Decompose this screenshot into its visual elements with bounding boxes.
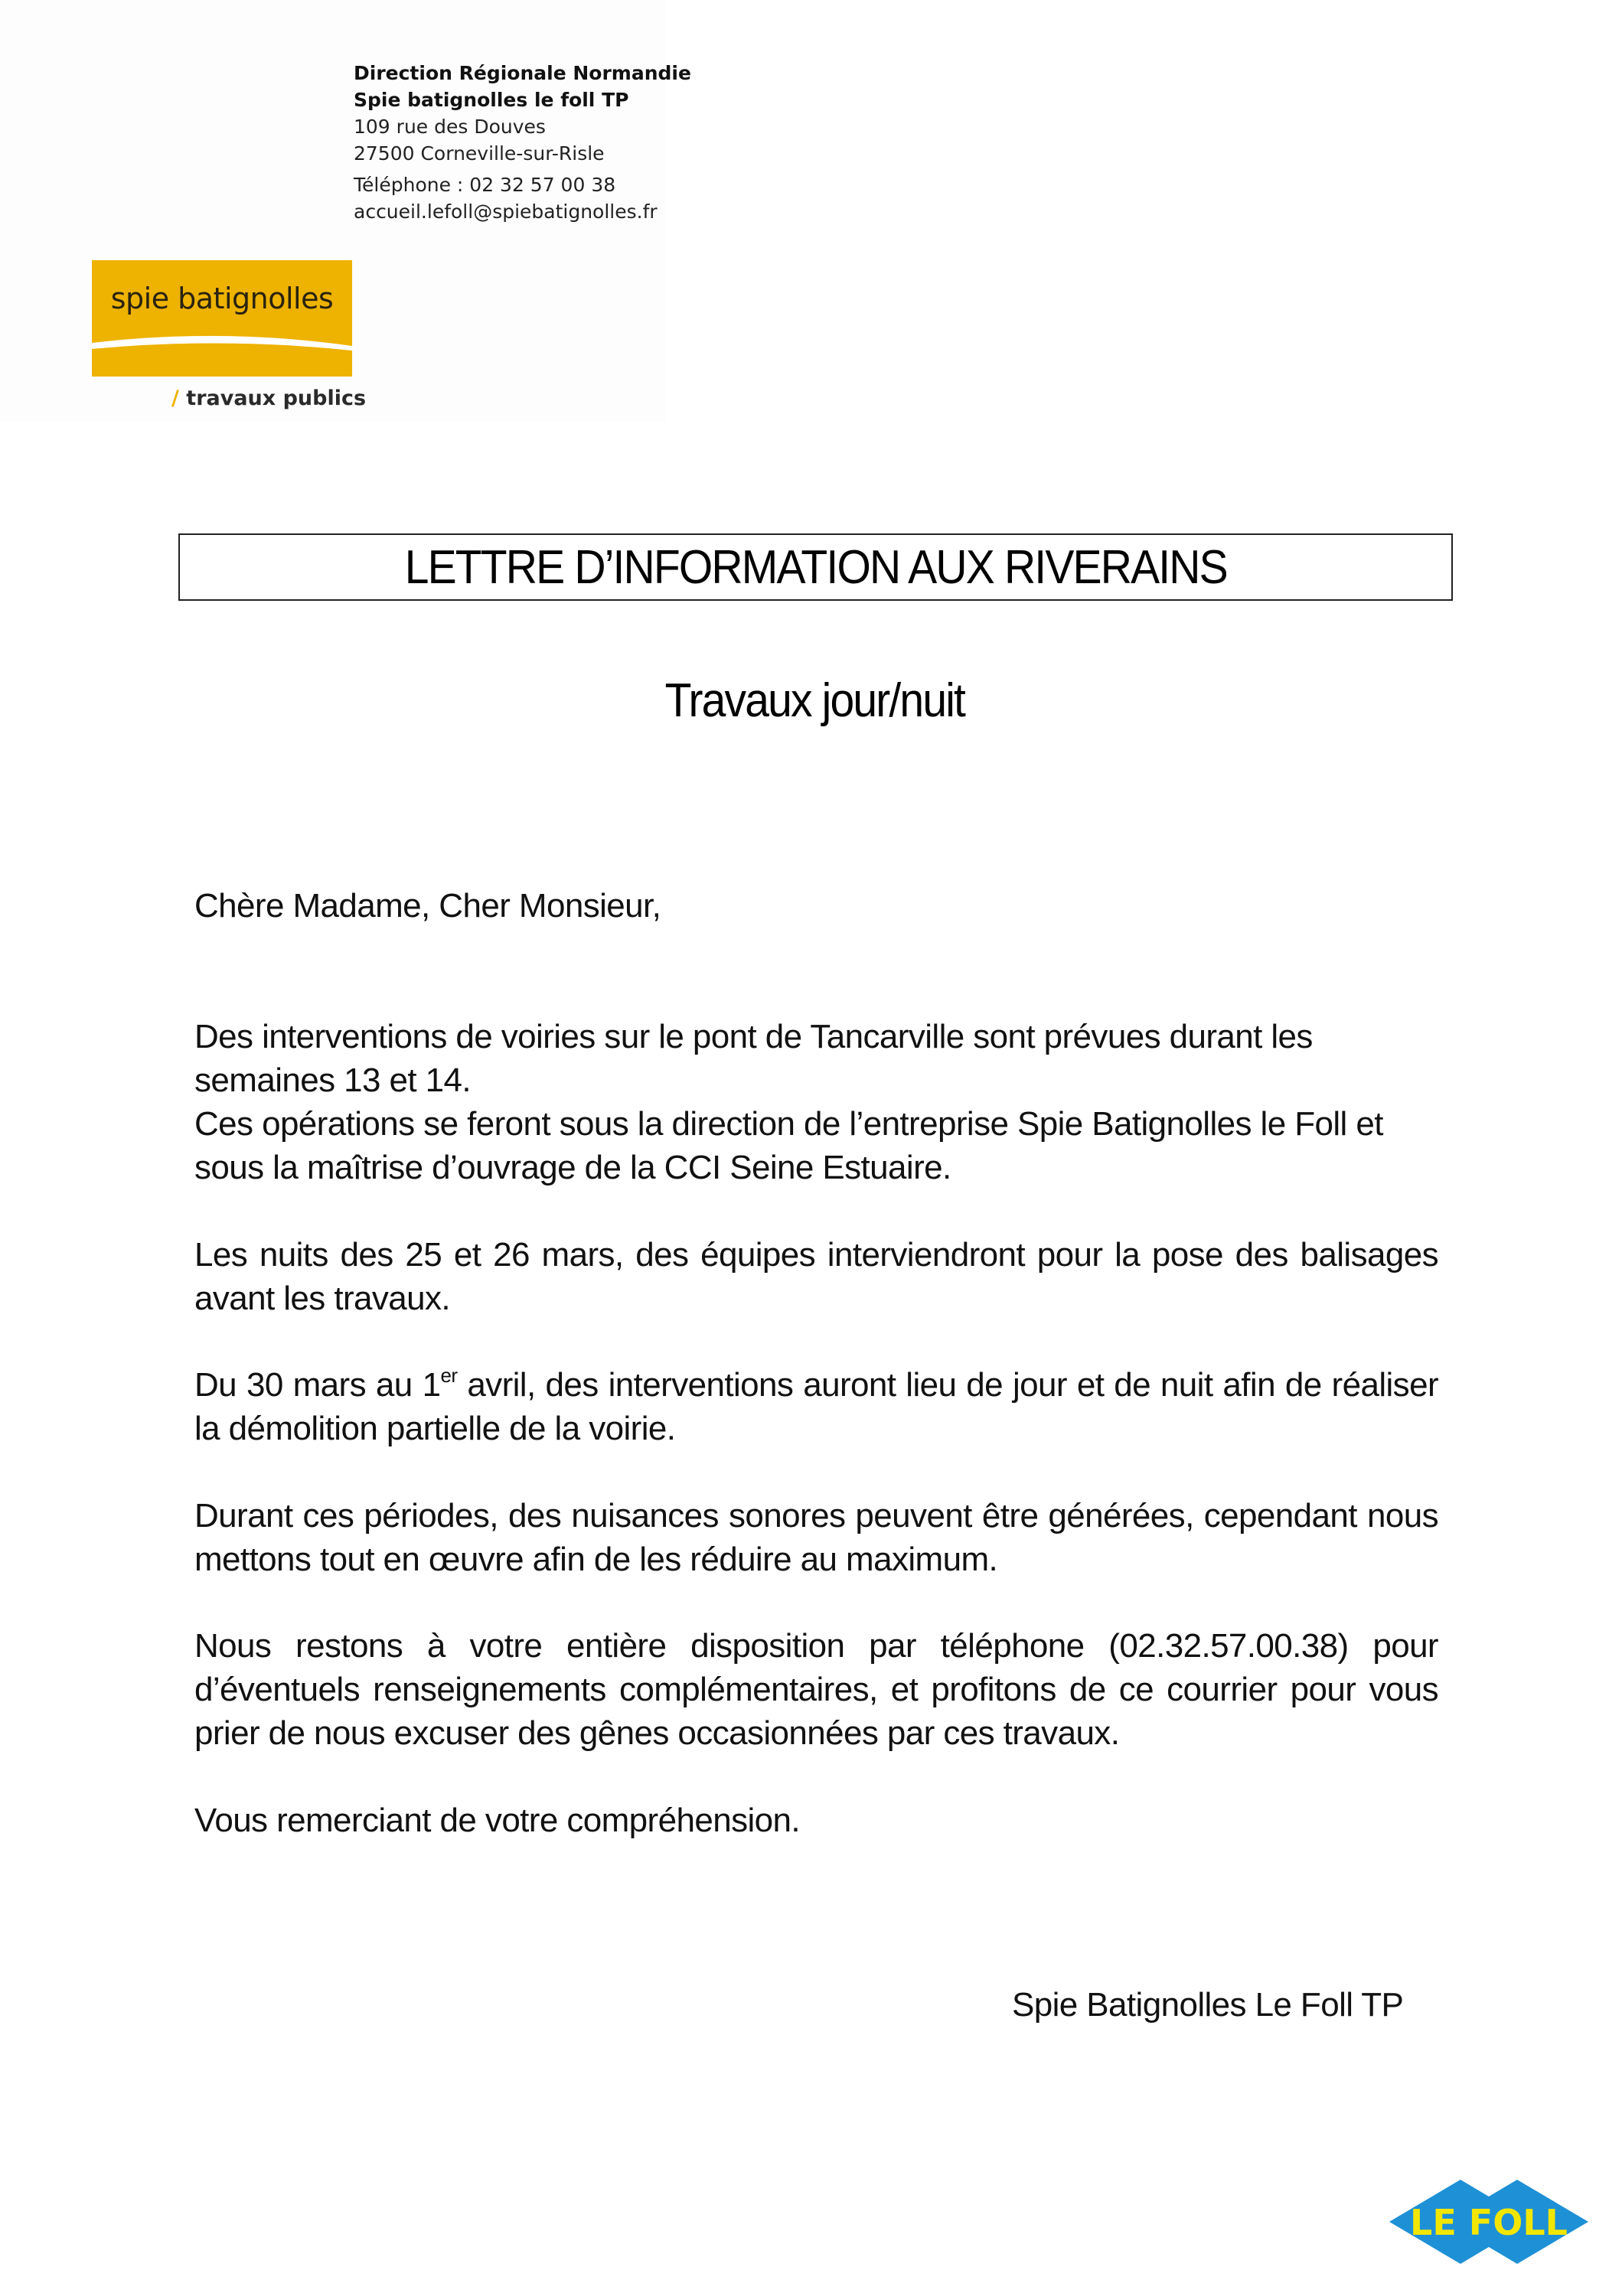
paragraph-3-text bbox=[194, 1363, 1438, 1450]
le-foll-diamond-icon bbox=[1389, 2180, 1588, 2264]
paragraph-5-text: Nous restons à votre entière disposition par téléphone (02.32.57.00.38) pour d’éventuels renseignements complémentaires, et profitons de ce courrier pour vous prier de nous excuser des gênes occasionnées par ces travaux. bbox=[194, 1627, 1438, 1752]
paragraph-contact-info bbox=[194, 1624, 1438, 1755]
paragraph-4-text: Durant ces périodes, des nuisances sonores peuvent être générées, cependant nous mettons tout en œuvre afin de les réduire au maximum. bbox=[194, 1497, 1438, 1578]
letter-signature: Spie Batignolles Le Foll TP bbox=[1012, 1986, 1404, 2024]
paragraph-works-announcement bbox=[194, 1015, 1438, 1189]
letter-greeting bbox=[194, 884, 1438, 928]
paragraph-3-before: Du 30 mars au 1 bbox=[194, 1366, 441, 1404]
le-foll-logo bbox=[1389, 2180, 1588, 2268]
address-line-phone: Téléphone : 02 32 57 00 38 bbox=[354, 174, 616, 196]
logo-slash: / bbox=[171, 386, 179, 410]
address-line-direction: Direction Régionale Normandie bbox=[354, 62, 691, 84]
logo-wordmark: spie batignolles bbox=[110, 282, 334, 315]
paragraph-6-text: Vous remerciant de votre compréhension. bbox=[194, 1802, 801, 1839]
spie-batignolles-logo bbox=[92, 260, 352, 377]
address-line-street: 109 rue des Douves bbox=[354, 116, 546, 138]
paragraph-closing bbox=[194, 1799, 1438, 1842]
logo-subtitle bbox=[171, 386, 366, 410]
logo-wave-icon bbox=[92, 260, 352, 377]
document-title-box bbox=[178, 533, 1453, 601]
paragraph-noise-notice bbox=[194, 1494, 1438, 1581]
greeting-text: Chère Madame, Cher Monsieur, bbox=[194, 887, 661, 925]
logo-subtitle-text: travaux publics bbox=[186, 386, 367, 410]
paragraph-1-line-2: Ces opérations se feront sous la direction de l’entreprise Spie Batignolles le Foll et sous la maîtrise d’ouvrage de la CCI Seine Estuaire. bbox=[194, 1105, 1383, 1186]
paragraph-3-after: avril, des interventions auront lieu de jour et de nuit afin de réaliser la démolition partielle de la voirie. bbox=[194, 1366, 1438, 1447]
document-subtitle bbox=[0, 673, 1622, 728]
address-line-company: Spie batignolles le foll TP bbox=[354, 89, 629, 111]
paragraph-2-text: Les nuits des 25 et 26 mars, des équipes interviendront pour la pose des balisages avant les travaux. bbox=[194, 1236, 1438, 1317]
paragraph-night-marking bbox=[194, 1233, 1438, 1320]
company-address-block bbox=[354, 60, 691, 225]
address-line-email: accueil.lefoll@spiebatignolles.fr bbox=[354, 201, 658, 223]
paragraph-1-line-1: Des interventions de voiries sur le pont de Tancarville sont prévues durant les semaines 13 et 14. bbox=[194, 1018, 1313, 1099]
le-foll-logo-text: LE FOLL bbox=[1410, 2202, 1568, 2243]
document-subtitle-text: Travaux jour/nuit bbox=[664, 674, 964, 727]
document-title: LETTRE D’INFORMATION AUX RIVERAINS bbox=[404, 540, 1227, 594]
address-line-city: 27500 Corneville-sur-Risle bbox=[354, 142, 605, 165]
paragraph-demolition-schedule bbox=[194, 1363, 1438, 1450]
paragraph-3-superscript: er bbox=[440, 1364, 458, 1387]
